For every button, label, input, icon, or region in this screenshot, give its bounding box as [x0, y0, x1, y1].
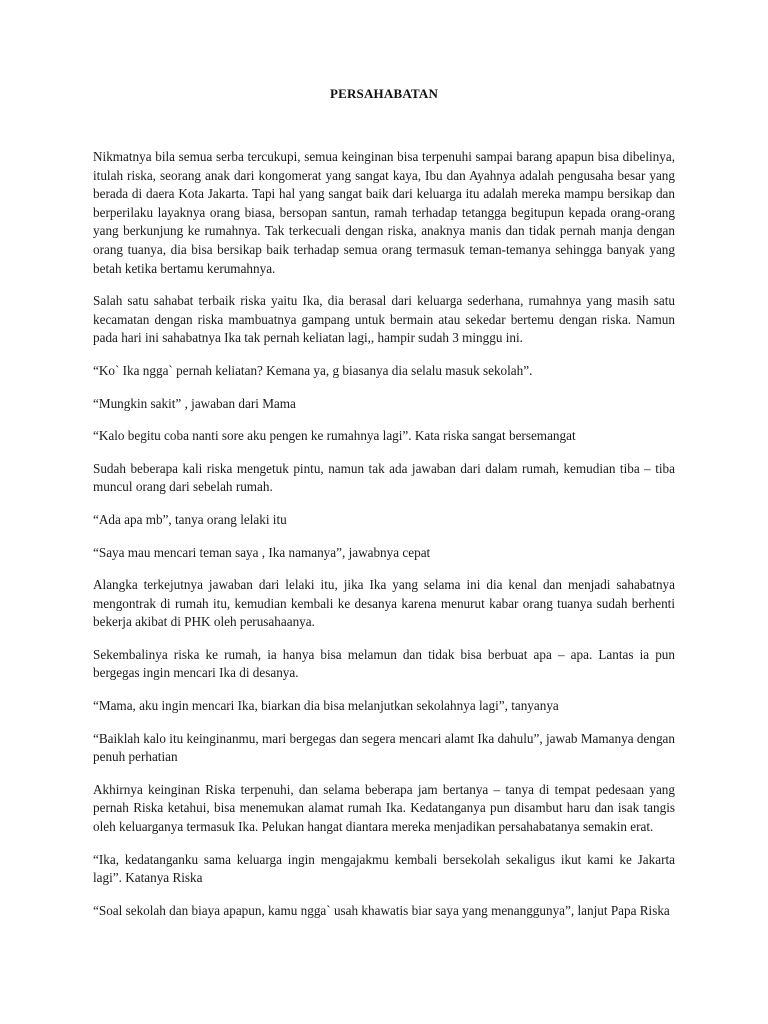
paragraph: “Soal sekolah dan biaya apapun, kamu ngga` usah khawatis biar saya yang menanggunya”, lanjut Papa Riska	[93, 902, 670, 918]
paragraph: “Baiklah kalo itu keinginanmu, mari bergegas dan segera mencari alamt Ika dahulu”, jawab Mamanya dengan penuh perhatian	[93, 730, 675, 765]
paragraph: Sudah beberapa kali riska mengetuk pintu, namun tak ada jawaban dari dalam rumah, kemudian tiba – tiba muncul orang dari sebelah rumah.	[93, 460, 675, 495]
paragraph: “Mama, aku ingin mencari Ika, biarkan dia bisa melanjutkan sekolahnya lagi”, tanyanya	[93, 698, 559, 714]
paragraph: Nikmatnya bila semua serba tercukupi, semua keinginan bisa terpenuhi sampai barang apapun bisa dibelinya, itulah riska, seorang anak dari kongomerat yang sangat kaya, Ibu dan Ayahnya adalah pengusaha besar yang berada di daera Kota Jakarta. Tapi hal yang sangat baik dari keluarga itu adalah mereka mampu bersikap dan berperilaku layaknya orang biasa, bersopan santun, ramah terhadap tetangga begitupun kepada orang-orang yang berkunjung ke rumahnya. Tak terkecuali dengan riska, anaknya manis dan tidak pernah manja dengan orang tuanya, dia bisa bersikap baik terhadap semua orang termasuk teman-temanya sehingga banyak yang betah ketika bertamu kerumahnya.	[93, 149, 675, 276]
paragraph: Salah satu sahabat terbaik riska yaitu Ika, dia berasal dari keluarga sederhana, rumahnya yang masih satu kecamatan dengan riska mambuatnya gampang untuk bermain atau sekedar bertemu dengan riska. Namun pada hari ini sahabatnya Ika tak pernah keliatan lagi,, hampir sudah 3 minggu ini.	[93, 293, 675, 346]
paragraph: “Kalo begitu coba nanti sore aku pengen ke rumahnya lagi”. Kata riska sangat bersemangat	[93, 428, 576, 444]
paragraph: “Saya mau mencari teman saya , Ika namanya”, jawabnya cepat	[93, 544, 431, 560]
paragraph: “Ada apa mb”, tanya orang lelaki itu	[93, 511, 287, 527]
paragraph: “Ko` Ika ngga` pernah keliatan? Kemana ya, g biasanya dia selalu masuk sekolah”.	[93, 362, 533, 378]
paragraph: “Ika, kedatanganku sama keluarga ingin mengajakmu kembali bersekolah sekaligus ikut kami ke Jakarta lagi”. Katanya Riska	[93, 851, 675, 886]
document-title: PERSAHABATAN	[329, 86, 439, 101]
paragraph: Sekembalinya riska ke rumah, ia hanya bisa melamun dan tidak bisa berbuat apa – apa. Lantas ia pun bergegas ingin mencari Ika di desanya.	[93, 646, 675, 681]
paragraph: Akhirnya keinginan Riska terpenuhi, dan selama beberapa jam bertanya – tanya di tempat pedesaan yang pernah Riska ketahui, bisa menemukan alamat rumah Ika. Kedatanganya pun disambut haru dan isak tangis oleh keluarganya termasuk Ika. Pelukan hangat diantara mereka menjadikan persahabatanya semakin erat.	[93, 781, 675, 835]
document-body	[93, 148, 675, 934]
paragraph: “Mungkin sakit” , jawaban dari Mama	[93, 395, 296, 411]
paragraph: Alangka terkejutnya jawaban dari lelaki itu, jika Ika yang selama ini dia kenal dan menjadi sahabatnya mengontrak di rumah itu, kemudian kembali ke desanya karena menurut kabar orang tuanya sudah berhenti bekerja akibat di PHK oleh perusahaanya.	[93, 577, 675, 630]
